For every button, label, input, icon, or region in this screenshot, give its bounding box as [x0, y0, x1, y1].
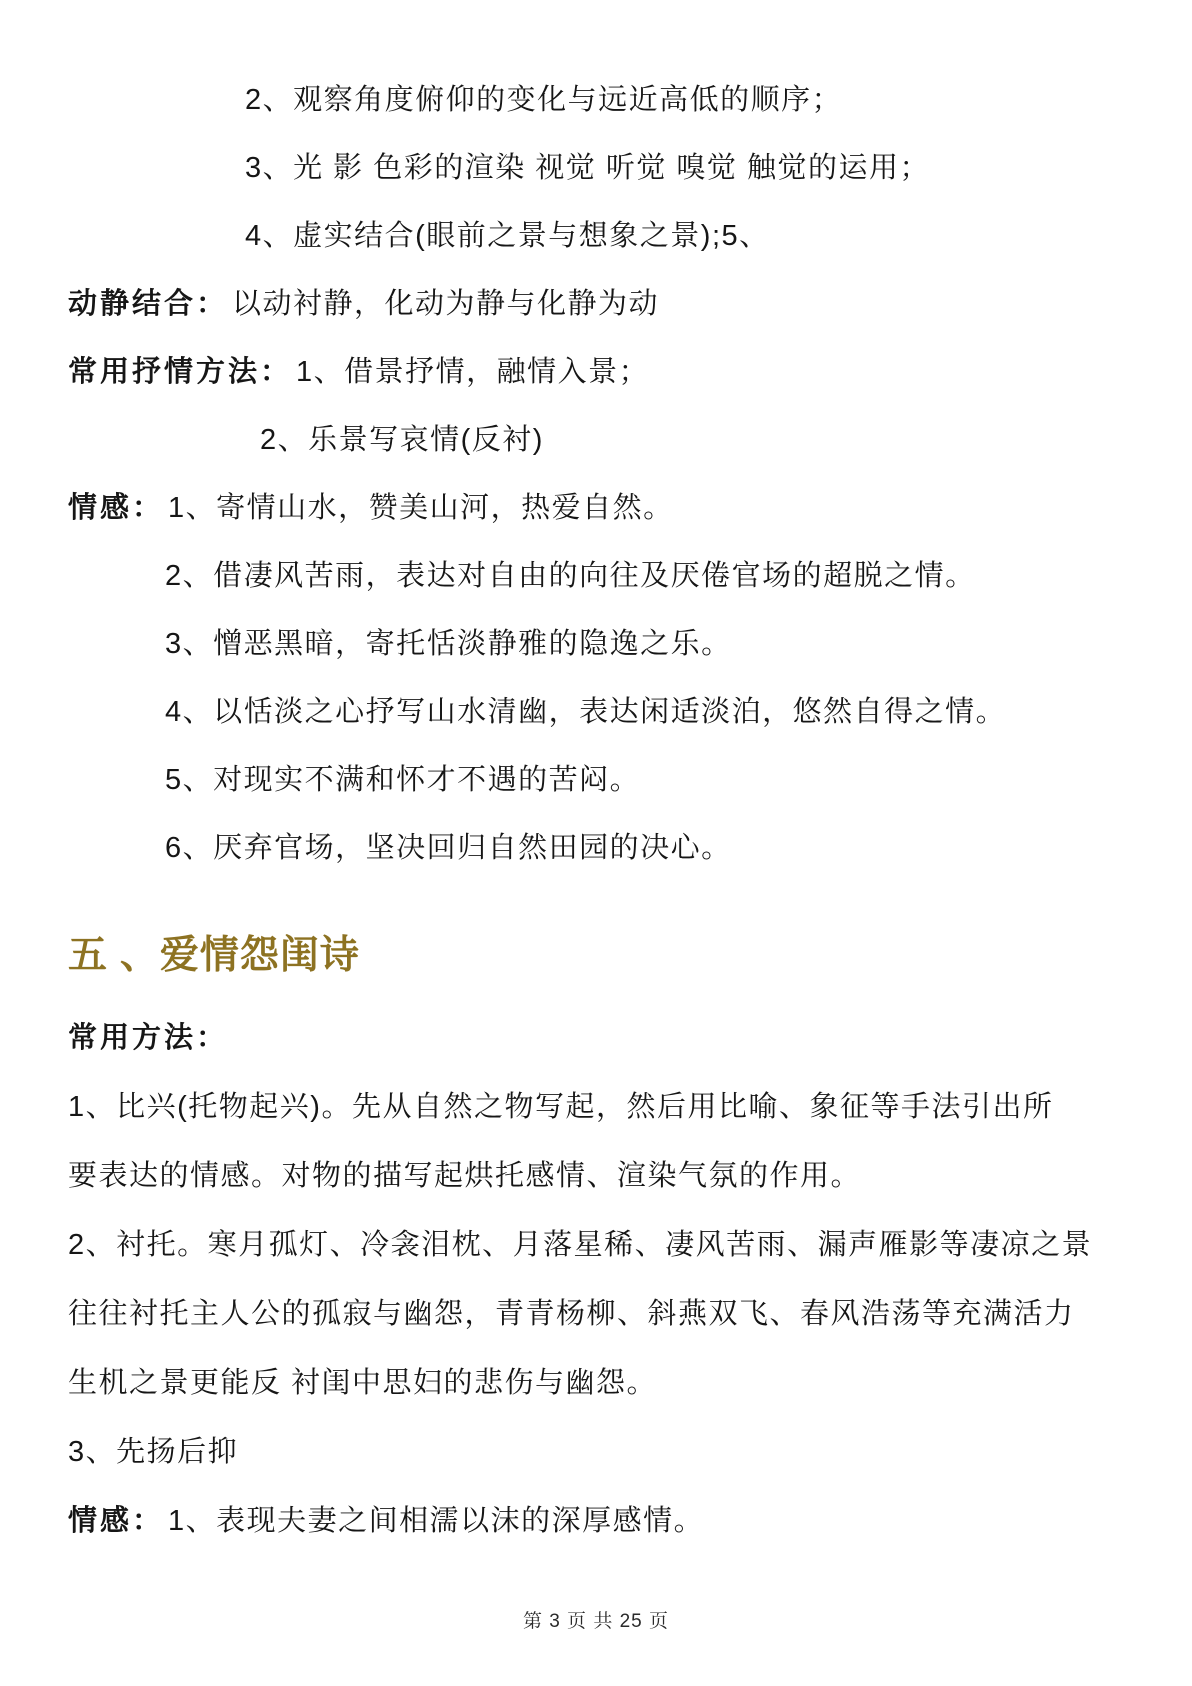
line-text: 1、比兴(托物起兴)。先从自然之物写起，然后用比喻、象征等手法引出所: [68, 1091, 1054, 1123]
line-text: 要表达的情感。对物的描写起烘托感情、渲染气氛的作用。: [68, 1160, 862, 1192]
text-line: [68, 610, 1152, 678]
text-line: [68, 1349, 1152, 1418]
line-text: 以动衬静，化动为静与化静为动: [232, 288, 660, 320]
line-label: 动静结合：: [68, 288, 229, 320]
section-landscape-poetry-notes: [68, 66, 1152, 882]
page-number: 第 3 页 共 25 页: [522, 1611, 670, 1632]
line-text: 往往衬托主人公的孤寂与幽怨，青青杨柳、斜燕双飞、春风浩荡等充满活力: [68, 1298, 1075, 1330]
section-love-boudoir-poetry-notes: [68, 1004, 1152, 1556]
page-footer: [0, 1608, 1192, 1636]
text-line: [68, 814, 1152, 882]
line-text: 1、表现夫妻之间相濡以沫的深厚感情。: [168, 1505, 705, 1537]
line-text: 2、衬托。寒月孤灯、冷衾泪枕、月落星稀、凄风苦雨、漏声雁影等凄凉之景: [68, 1229, 1093, 1261]
text-line: [68, 474, 1152, 542]
line-text: 2、借凄风苦雨，表达对自由的向往及厌倦官场的超脱之情。: [165, 560, 976, 592]
text-line: [68, 270, 1152, 338]
line-label: 情感：: [68, 492, 165, 524]
line-text: 4、以恬淡之心抒写山水清幽，表达闲适淡泊，悠然自得之情。: [165, 696, 1007, 728]
text-line: [68, 1004, 1152, 1073]
text-line: [68, 1142, 1152, 1211]
line-label: 情感：: [68, 1505, 165, 1537]
text-line: [68, 338, 1152, 406]
text-line: [68, 66, 1152, 134]
text-line: [68, 1487, 1152, 1556]
text-line: [68, 202, 1152, 270]
text-line: [68, 1073, 1152, 1142]
line-text: 3、先扬后抑: [68, 1436, 239, 1468]
text-line: [68, 1280, 1152, 1349]
line-text: 1、寄情山水，赞美山河，热爱自然。: [168, 492, 674, 524]
line-text: 5、对现实不满和怀才不遇的苦闷。: [165, 764, 641, 796]
line-text: 1、借景抒情，融情入景；: [296, 356, 650, 388]
text-line: [68, 1211, 1152, 1280]
section-heading: 五 、爱情怨闺诗: [68, 934, 360, 977]
line-text: 4、虚实结合(眼前之景与想象之景);5、: [245, 220, 770, 252]
text-line: [68, 406, 1152, 474]
line-text: 3、光 影 色彩的渲染 视觉 听觉 嗅觉 触觉的运用；: [245, 152, 930, 184]
text-line: [68, 542, 1152, 610]
line-text: 6、厌弃官场，坚决回归自然田园的决心。: [165, 832, 732, 864]
text-line: [68, 134, 1152, 202]
line-text: 2、观察角度俯仰的变化与远近高低的顺序；: [245, 84, 843, 116]
line-text: 3、憎恶黑暗，寄托恬淡静雅的隐逸之乐。: [165, 628, 732, 660]
line-label: 常用方法：: [68, 1022, 229, 1054]
text-line: [68, 1418, 1152, 1487]
line-text: 2、乐景写哀情(反衬): [260, 424, 544, 456]
text-line: [68, 746, 1152, 814]
line-text: 生机之景更能反 衬闺中思妇的悲伤与幽怨。: [68, 1367, 658, 1399]
line-label: 常用抒情方法：: [68, 356, 293, 388]
text-line: [68, 678, 1152, 746]
